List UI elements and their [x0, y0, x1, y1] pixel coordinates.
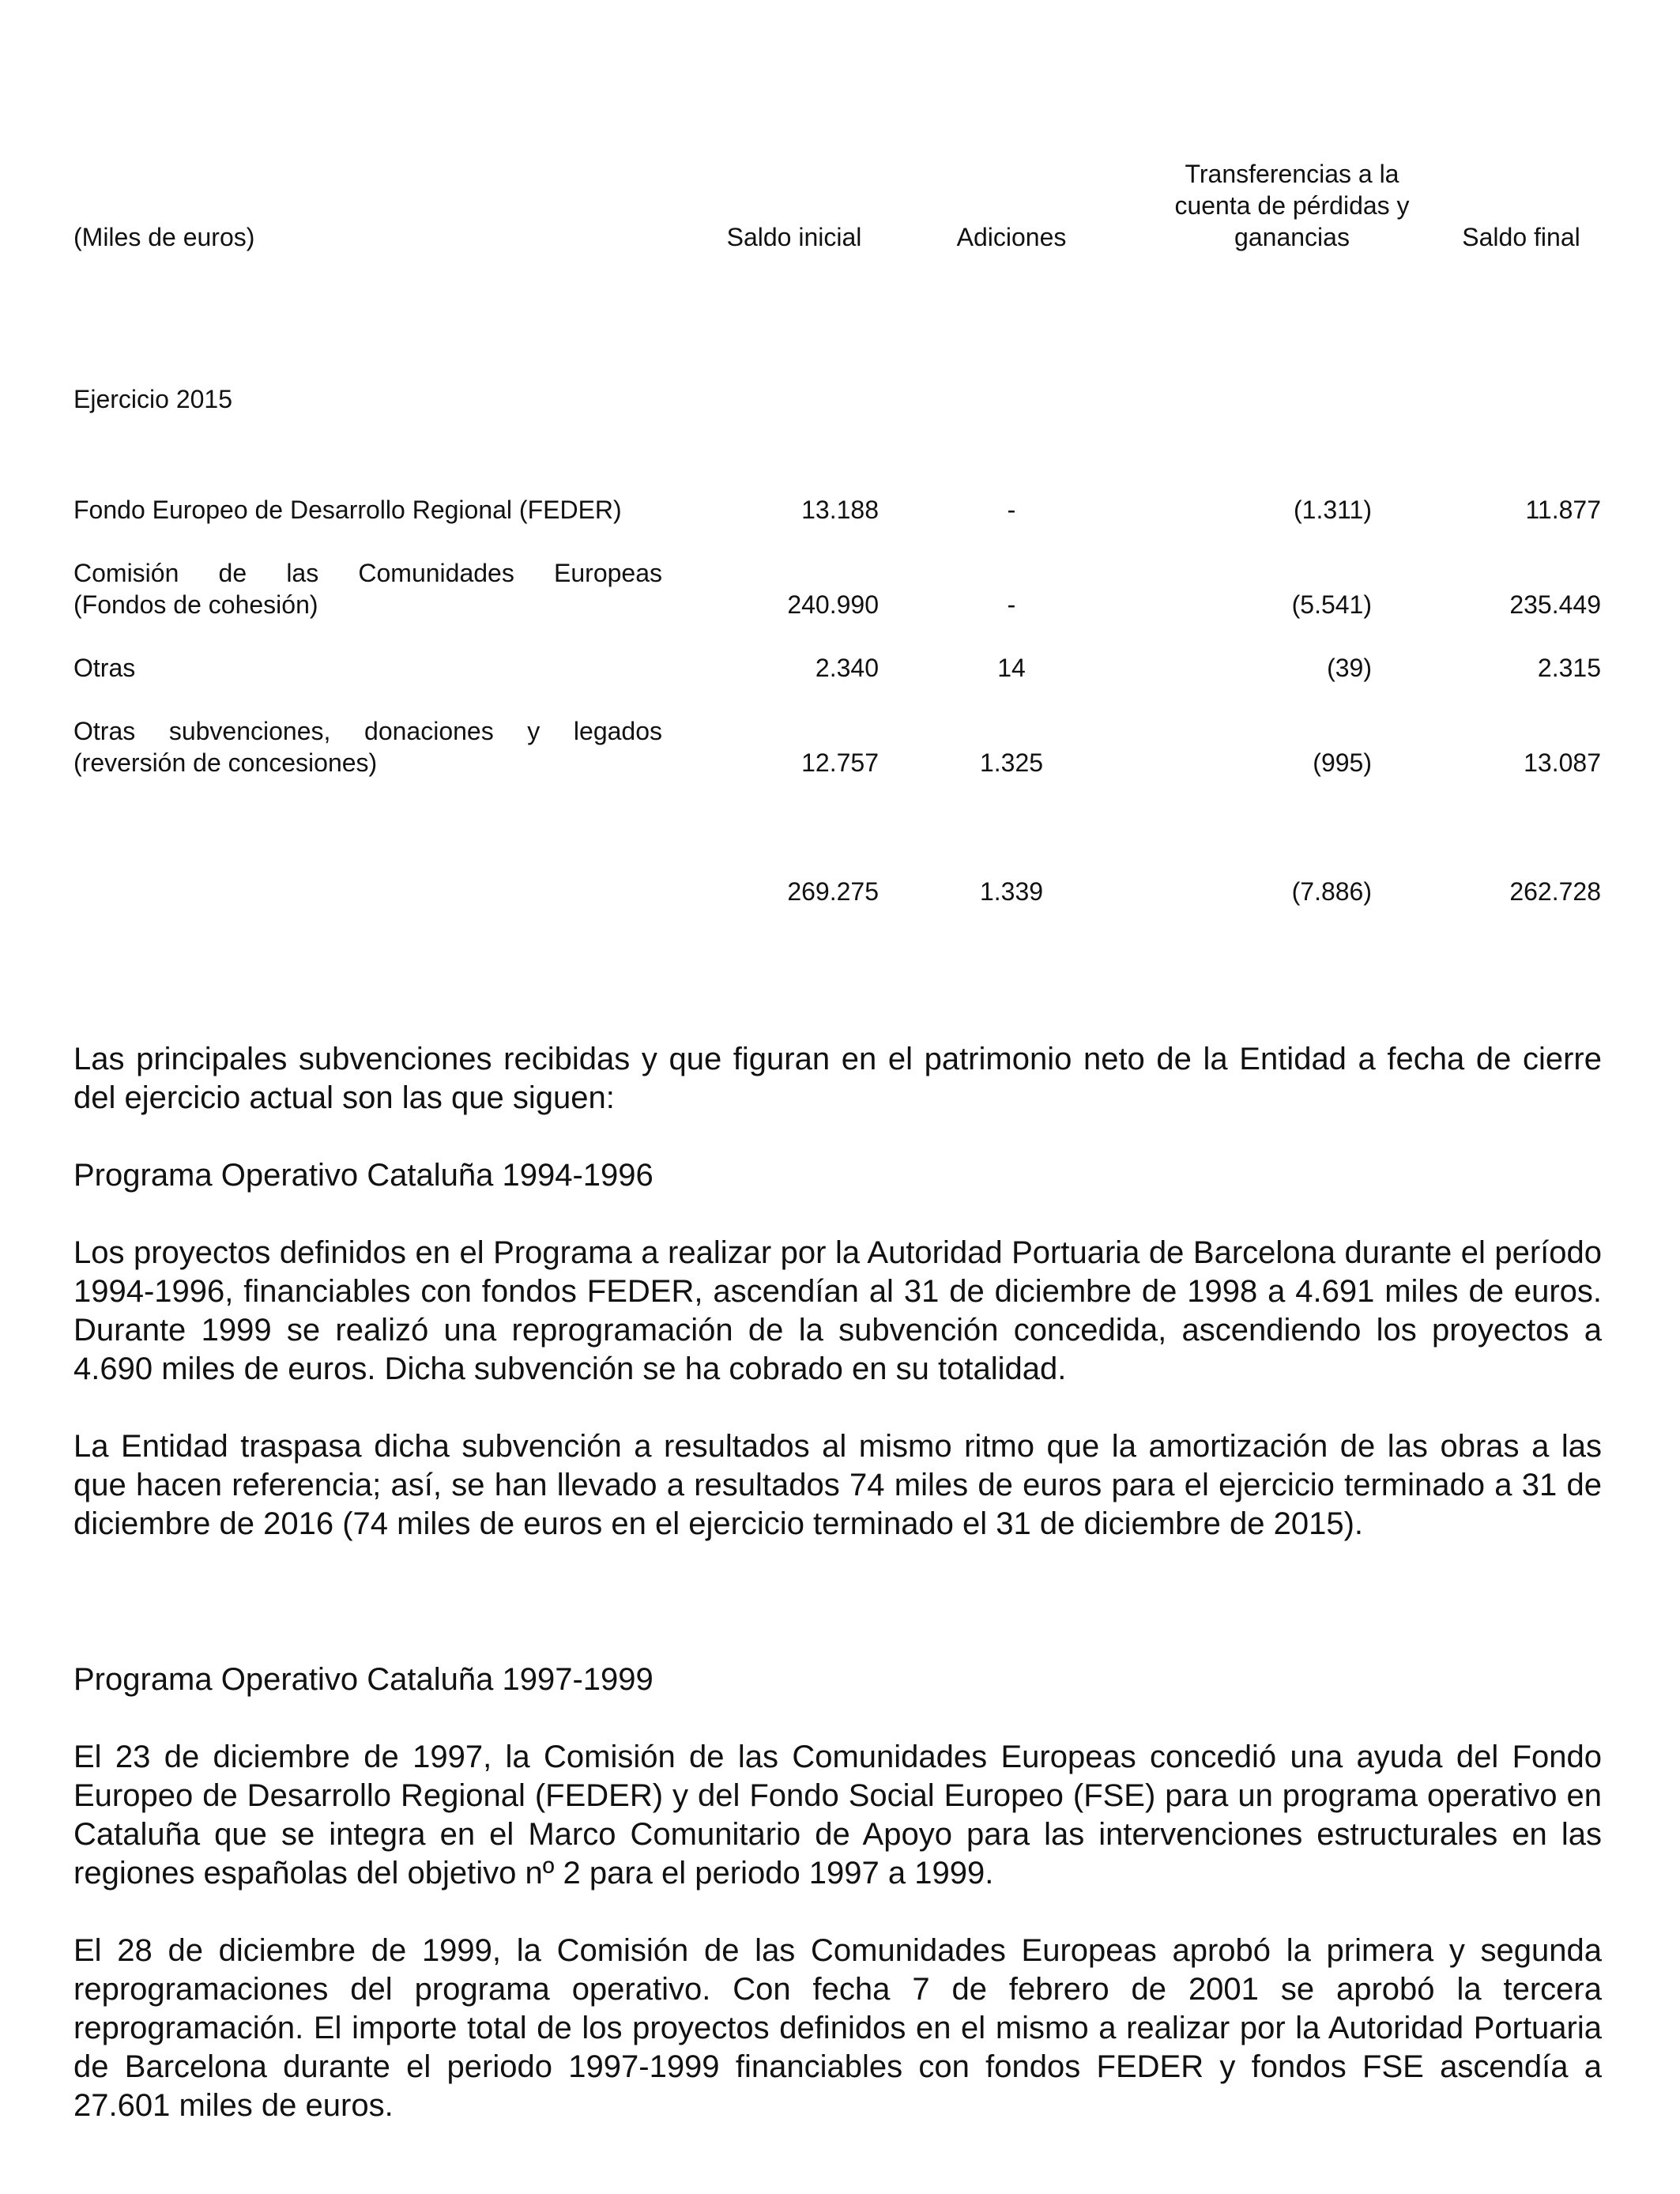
section-heading: Programa Operativo Cataluña 1997-1999: [73, 1662, 654, 1697]
header-transferencias-line1: Transferencias a la: [1185, 160, 1399, 188]
paragraph-3: [73, 1738, 1602, 1893]
cell-saldo-final: 11.877: [1525, 496, 1601, 524]
paragraph-4: [73, 1932, 1602, 2125]
section-title: Ejercicio 2015: [73, 385, 232, 413]
cell-adiciones: -: [1007, 590, 1016, 619]
total-saldo-final: 262.728: [1509, 877, 1601, 906]
heading-1994-1996: [73, 1156, 1602, 1195]
paragraph-text: La Entidad traspasa dicha subvención a resultados al mismo ritmo que la amortización de las obras a las que hacen referencia; así, se han llevado a resultados 74 miles de euros para el ejercicio terminado a 31 de diciembre de 2016 (74 miles de euros en el ejercicio terminado el 31 de diciembre de 2015).: [73, 1429, 1602, 1541]
cell-adiciones: 1.325: [979, 748, 1044, 777]
cell-saldo-final: 13.087: [1524, 748, 1601, 777]
cell-adiciones: 14: [997, 654, 1026, 682]
row-label: Fondo Europeo de Desarrollo Regional (FEDER): [73, 496, 622, 524]
row-label-line1: Comisión de las Comunidades Europeas: [73, 559, 662, 587]
cell-saldo-final: 235.449: [1509, 590, 1601, 619]
header-transferencias-line3: ganancias: [1234, 223, 1350, 251]
header-transferencias: [1122, 158, 1462, 253]
cell-transferencias: (995): [1313, 748, 1372, 777]
cell-saldo-final: 2.315: [1537, 654, 1601, 682]
header-transferencias-line2: cuenta de pérdidas y: [1174, 191, 1410, 220]
total-adiciones: 1.339: [979, 877, 1044, 906]
paragraph-text: El 23 de diciembre de 1997, la Comisión de las Comunidades Europeas concedió una ayuda del Fondo Europeo de Desarrollo Regional (FEDER) y del Fondo Social Europeo (FSE) para un programa operativo en Cataluña que se integra en el Marco Comunitario de Apoyo para las intervenciones estructurales en las regiones españolas del objetivo nº 2 para el periodo 1997 a 1999.: [73, 1740, 1602, 1891]
cell-adiciones: -: [1007, 496, 1016, 524]
heading-1997-1999: [73, 1661, 1602, 1699]
row-label-line2: (reversión de concesiones): [73, 748, 378, 777]
row-label: Otras: [73, 654, 136, 682]
cell-saldo-inicial: 12.757: [801, 748, 879, 777]
paragraph-text: El 28 de diciembre de 1999, la Comisión de las Comunidades Europeas aprobó la primera y segunda reprogramaciones del programa operativo. Con fecha 7 de febrero de 2001 se aprobó la tercera reprogramación. El importe total de los proyectos definidos en el mismo a realizar por la Autoridad Portuaria de Barcelona durante el periodo 1997-1999 financiables con fondos FEDER y fondos FSE ascendía a 27.601 miles de euros.: [73, 1933, 1602, 2123]
section-heading: Programa Operativo Cataluña 1994-1996: [73, 1158, 654, 1193]
paragraph-text: Los proyectos definidos en el Programa a realizar por la Autoridad Portuaria de Barcelona durante el período 1994-1996, financiables con fondos FEDER, ascendían al 31 de diciembre de 1998 a 4.691 miles de euros. Durante 1999 se realizó una reprogramación de la subvención concedida, ascendiendo los proyectos a 4.690 miles de euros. Dicha subvención se ha cobrado en su totalidad.: [73, 1235, 1602, 1386]
paragraph-1: [73, 1234, 1602, 1389]
header-adiciones: Adiciones: [956, 223, 1067, 251]
paragraph-2: [73, 1427, 1602, 1544]
cell-transferencias: (39): [1327, 654, 1372, 682]
intro-paragraph: [73, 1040, 1602, 1118]
total-saldo-inicial: 269.275: [787, 877, 879, 906]
intro-text: Las principales subvenciones recibidas y que figuran en el patrimonio neto de la Entidad a fecha de cierre del ejercicio actual son las que siguen:: [73, 1042, 1602, 1115]
row-label-line2: (Fondos de cohesión): [73, 590, 318, 619]
cell-transferencias: (1.311): [1293, 496, 1372, 524]
total-transferencias: (7.886): [1291, 877, 1372, 906]
cell-saldo-inicial: 240.990: [787, 590, 879, 619]
header-saldo-inicial: Saldo inicial: [726, 223, 862, 251]
cell-transferencias: (5.541): [1291, 590, 1372, 619]
cell-saldo-inicial: 2.340: [815, 654, 879, 682]
header-saldo-final: Saldo final: [1462, 223, 1580, 251]
cell-saldo-inicial: 13.188: [801, 496, 879, 524]
header-unit: (Miles de euros): [73, 223, 255, 251]
row-label-line1: Otras subvenciones, donaciones y legados: [73, 717, 662, 745]
table-header: [0, 142, 1680, 253]
